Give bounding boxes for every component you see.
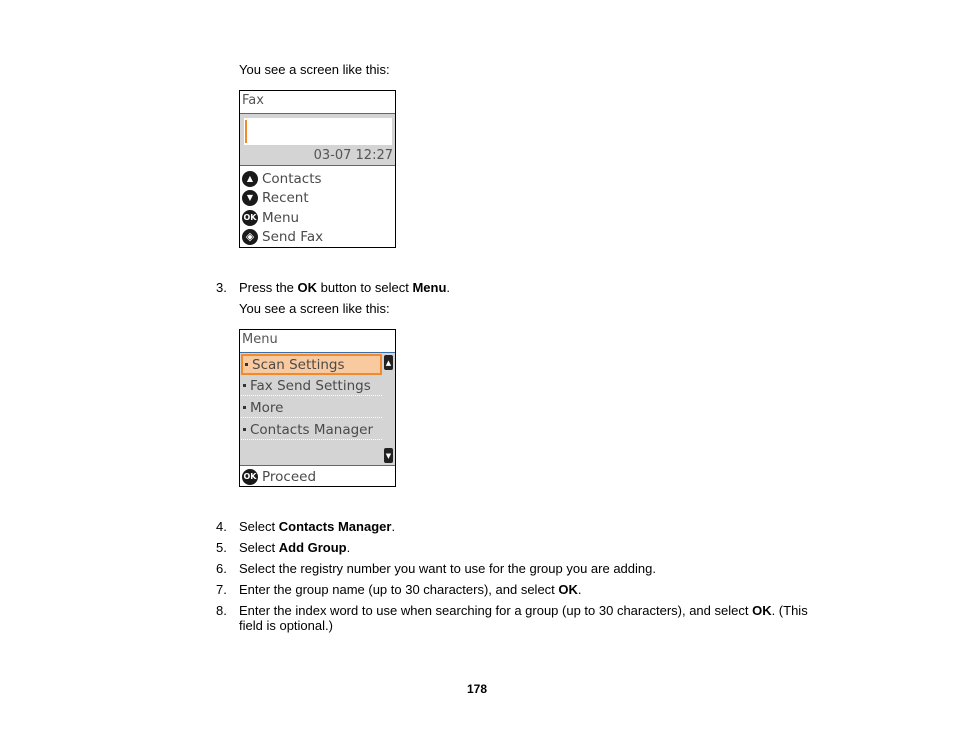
text-run: .	[346, 540, 351, 555]
start-diamond-icon: ◈	[242, 229, 258, 245]
page-number: 178	[466, 682, 488, 696]
up-arrow-icon: ▲	[242, 171, 258, 187]
text-run: . (This	[771, 603, 808, 618]
bold-ok: OK	[297, 280, 318, 295]
fax-screen	[239, 90, 396, 248]
bold-text: OK	[752, 603, 772, 618]
menu-item-label: Fax Send Settings	[250, 377, 371, 394]
key-hint-contacts	[242, 169, 322, 188]
menu-list	[240, 353, 395, 465]
step-3-text	[239, 280, 450, 295]
text-run: Enter the index word to use when searching for a group (up to 30 characters), and select	[239, 603, 753, 618]
text-run: .	[577, 582, 582, 597]
menu-item-more[interactable]	[241, 398, 382, 418]
bold-menu: Menu	[412, 280, 447, 295]
step-number: 6.	[216, 561, 227, 576]
step-number: 7.	[216, 582, 227, 597]
footer-separator	[240, 465, 395, 466]
step-4-text	[239, 519, 395, 534]
text-run: Select the registry number you want to use for the group you are adding.	[239, 561, 656, 576]
fax-number-area	[240, 114, 395, 165]
key-hint-recent	[242, 188, 309, 207]
step-number: 3.	[216, 280, 227, 295]
key-hint-proceed	[242, 467, 316, 486]
menu-screen	[239, 329, 396, 487]
bold-text: OK	[558, 582, 578, 597]
intro-text-1: You see a screen like this:	[239, 62, 390, 77]
bullet-icon	[243, 406, 246, 409]
text-run: Select	[239, 519, 279, 534]
menu-item-label: Scan Settings	[252, 356, 345, 373]
menu-item-label: More	[250, 399, 284, 416]
step-6-text	[239, 561, 656, 576]
step-number: 4.	[216, 519, 227, 534]
text-run: Select	[239, 540, 279, 555]
step-5-text	[239, 540, 350, 555]
ok-icon: OK	[242, 469, 258, 485]
text-cursor	[245, 120, 247, 143]
menu-item-contacts-manager[interactable]	[241, 420, 382, 440]
menu-item-label: Contacts Manager	[250, 421, 374, 438]
key-hint-label: Proceed	[262, 468, 317, 485]
bold-text: Contacts Manager	[278, 519, 392, 534]
text-run: button to select	[317, 280, 413, 295]
step-7-text	[239, 582, 582, 597]
field-separator	[240, 165, 395, 166]
text-run: Press the	[239, 280, 298, 295]
intro-text-2: You see a screen like this:	[239, 301, 390, 316]
scroll-down-icon[interactable]: ▼	[384, 448, 393, 463]
ok-icon: OK	[242, 210, 258, 226]
key-hint-label: Recent	[262, 189, 309, 206]
menu-item-fax-send-settings[interactable]	[241, 376, 382, 396]
key-hint-menu	[242, 208, 299, 227]
bullet-icon	[243, 428, 246, 431]
key-hint-label: Send Fax	[262, 228, 324, 245]
text-run: Enter the group name (up to 30 characters), and select	[239, 582, 559, 597]
step-number: 5.	[216, 540, 227, 555]
step-8-text-line-2: field is optional.)	[239, 618, 333, 633]
text-run: .	[446, 280, 451, 295]
bullet-icon	[243, 384, 246, 387]
fax-number-input[interactable]	[244, 118, 392, 145]
step-number: 8.	[216, 603, 227, 618]
key-hint-label: Contacts	[262, 170, 322, 187]
screen-title: Menu	[242, 332, 278, 347]
bold-text: Add Group	[278, 540, 347, 555]
menu-item-scan-settings[interactable]	[241, 354, 382, 375]
scroll-up-icon[interactable]: ▲	[384, 355, 393, 370]
down-arrow-icon: ▼	[242, 190, 258, 206]
text-run: .	[391, 519, 396, 534]
step-8-text	[239, 603, 808, 618]
bullet-icon	[245, 363, 248, 366]
date-time: 03-07 12:27	[313, 148, 393, 163]
key-hint-label: Menu	[262, 209, 300, 226]
screen-title: Fax	[242, 93, 264, 108]
key-hint-send-fax	[242, 227, 323, 246]
